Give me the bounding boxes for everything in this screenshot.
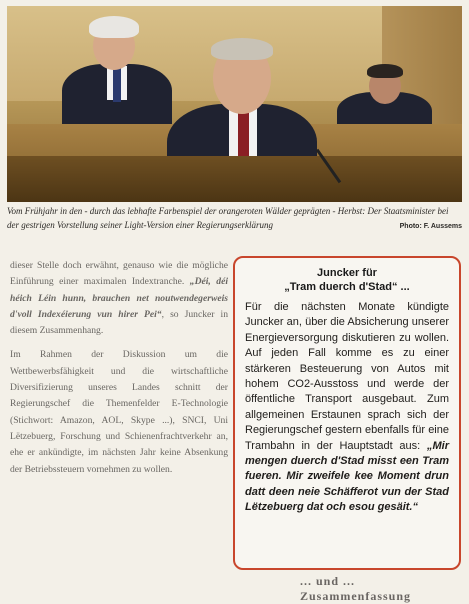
left-p1-quote: „Déi, déi héich Léin hunn, brauchen net noutwendegerweis d'voll Indexéierung vun hirer Pei“ — [10, 276, 229, 320]
left-paragraph-2: Im Rahmen der Diskussion um die Wettbewerbsfähigkeit und die wirtschaftliche Diversifizierung unseres Landes schnitt der Regierungschef die Themenfelder E-Technologie (Stichwort: Amazon, AOL, Skype ...), SNCI, Uni Lëtzebuerg, Forschung und Schienenfrachtverkehr an, ehe er ankündigte, im nächsten Jahr keine Absenkung der Betriebssteuern vornehmen zu wollen. — [10, 349, 228, 475]
left-paragraph-1 — [10, 258, 228, 339]
photo-credit: Photo: F. Aussems — [399, 223, 462, 230]
left-p1-text: dieser Stelle doch erwähnt, genauso wie die mögliche Einführung einer maximalen Indextranche. — [10, 260, 228, 288]
cutoff-headline: ... und ... Zusammenfassung — [300, 574, 412, 603]
box-title — [241, 266, 453, 294]
box-body-text: Für die nächsten Monate kündigte Juncker an, über die Absicherung unserer Energieversorgung diskutieren zu wollen. Auf jeden Fall komme es zu einer stärkeren Besteuerung von Autos mit hohem CO2-Ausstoss und werde der öffentliche Transport ausgebaut. Zum allgemeinen Erstaunen sprach sich der Regierungschef gestern ebenfalls für eine Trambahn in der Hauptstadt aus: — [245, 301, 449, 452]
box-title-line-2: „Tram duerch d'Stad“ ... — [284, 281, 410, 293]
caption-text: Vom Frühjahr in den - durch das lebhafte Farbenspiel der orangeroten Wälder geprägten - Herbst: Der Staatsminister bei der gestrigen Vorstellung seiner Light-Version einer Regierungserklärung — [7, 206, 449, 230]
highlight-box — [233, 256, 461, 570]
left-p1-text-end: , so Juncker in diesem Zusammenhang. — [10, 308, 228, 337]
photo-caption — [7, 204, 462, 234]
box-body — [245, 300, 449, 516]
photo-desk-front — [7, 156, 462, 202]
box-title-line-1: Juncker für — [317, 267, 377, 279]
box-quote: „Mir mengen duerch d'Stad misst een Tram fueren. Mir zweifele kee Moment drun datt deen neie Schäfferot vun der Stad Lëtzebuerg dat och esou gesäit.“ — [245, 439, 449, 514]
news-photo — [7, 6, 462, 202]
left-column-text — [10, 258, 228, 486]
